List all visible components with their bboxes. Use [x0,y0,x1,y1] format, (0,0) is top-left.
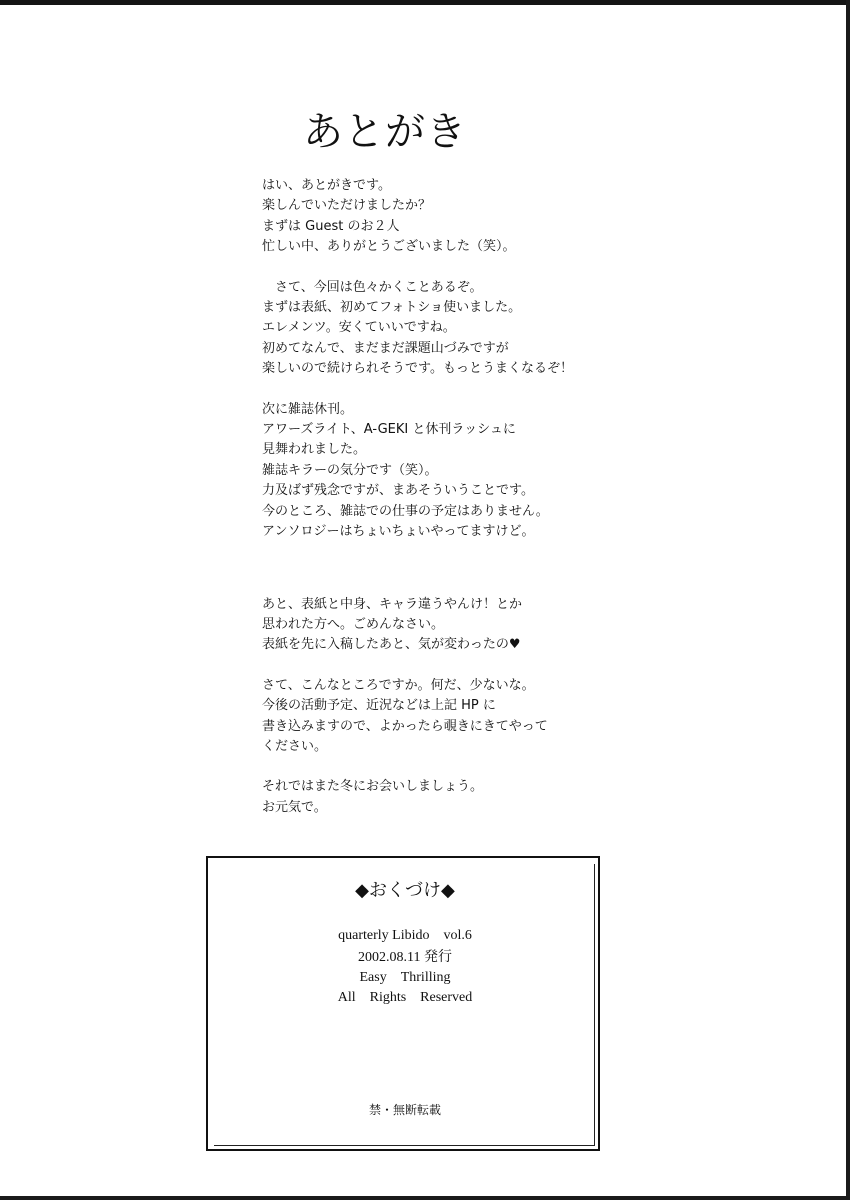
scan-border-right [846,0,850,1200]
text-line: 次に雑誌休刊。 [262,401,354,417]
text-line: アンソロジーはちょいちょいやってますけど。 [262,524,535,540]
colophon-date: 2002.08.11 発行 [358,950,452,965]
colophon-heading: ◆おくづけ◆ [355,880,455,901]
text-line: はい、あとがきです。 [262,178,391,193]
colophon-publisher: Easy Thrilling [359,970,451,985]
text-line: お元気で。 [262,799,327,815]
text-line: 今のところ、雑誌での仕事の予定はありません。 [262,503,549,519]
text-line: さて、今回は色々かくことあるぞ。 [262,279,483,295]
text-line: 忙しい中、ありがとうございました（笑）。 [262,239,516,255]
colophon-publication: quarterly Libido vol.6 [338,928,472,943]
text-line: 書き込みますので、よかったら覗きにきてやって [262,718,548,734]
text-line: それではまた冬にお会いしましょう。 [262,779,484,795]
text-line: 表紙を先に入稿したあと、気が変わったの♥ [262,637,521,653]
text-line: さて、こんなところですか。何だ、少ないな。 [262,677,535,693]
scan-border-bottom [0,1196,850,1200]
text-line: 初めてなんで、まだまだ課題山づみですが [262,340,509,356]
afterword-paragraph-3 [262,400,602,543]
text-line: 見舞われました。 [262,442,367,458]
page-title: あとがき [303,109,467,155]
text-line: 今後の活動予定、近況などは上記 HP に [262,698,496,714]
afterword-paragraph-4 [262,595,602,656]
text-line: アワーズライト、A-GEKI と休刊ラッシュに [262,422,516,438]
colophon-rights: All Rights Reserved [337,990,473,1005]
text-line: 雑誌キラーの気分です（笑）。 [262,462,438,478]
afterword-paragraph-2 [262,278,602,380]
afterword-paragraph-1 [262,176,602,258]
scan-border-top [0,0,850,5]
text-line: 楽しいので続けられそうです。もっとうまくなるぞ！ [262,361,573,377]
text-line: あと、表紙と中身、キャラ違うやんけ！とか [262,596,523,612]
colophon-footer: 禁・無断転載 [368,1103,441,1117]
afterword-paragraph-5 [262,676,602,758]
text-line: まずは表紙、初めてフォトショ使いました。 [262,300,522,316]
afterword-paragraph-6 [262,777,602,818]
text-line: 楽しんでいただけましたか？ [262,198,432,214]
text-line: 力及ばず残念ですが、まあそういうことです。 [262,483,534,499]
text-line: エレメンツ。安くていいですね。 [262,320,456,336]
text-line: 思われた方へ。ごめんなさい。 [262,616,445,632]
text-line: ください。 [262,738,328,754]
text-line: まずは Guest のお２人 [262,218,400,234]
afterword-body [262,176,602,838]
